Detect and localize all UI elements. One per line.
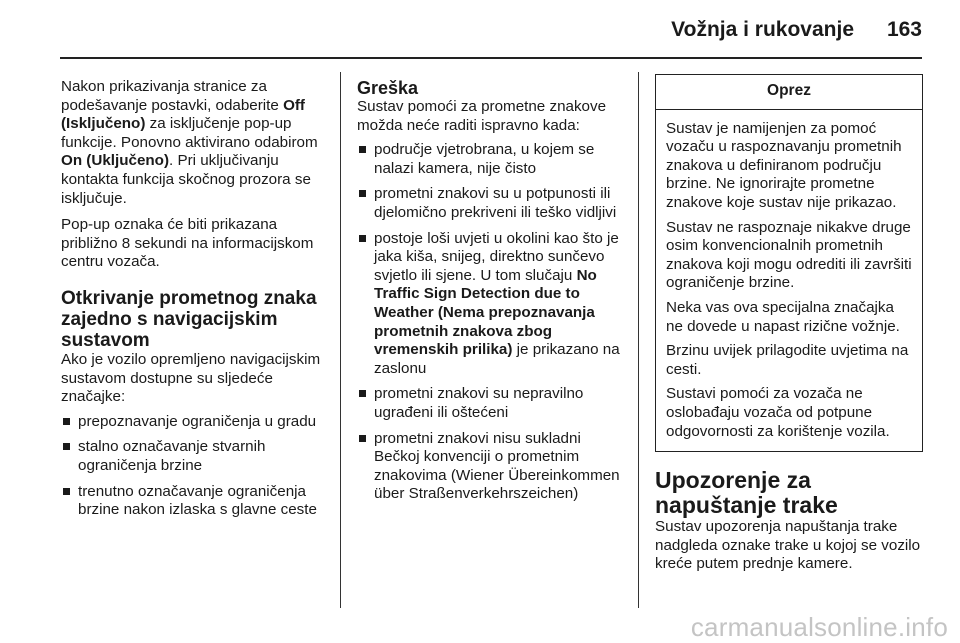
list-item <box>61 483 327 520</box>
list-item <box>61 438 327 475</box>
section-heading-lane-departure: Upozorenje za napuštanje trake <box>655 467 838 519</box>
list-item <box>61 413 327 432</box>
bullet-icon <box>63 443 70 450</box>
list-item <box>357 385 625 422</box>
text-run: postoje loši uvjeti u okolini kao što je jaka kiša, snijeg, direktno sunčevo svjetlo ili sjene. U tom slučaju <box>374 229 619 284</box>
popup-settings-paragraph <box>61 78 327 208</box>
watermark-text: carmanualsonline.info <box>690 612 948 642</box>
section-heading-navigation: Otkrivanje prometnog znaka zajedno s navigacijskim sustavom <box>61 287 317 351</box>
column-right <box>655 78 923 582</box>
text-run: prometni znakovi su u potpunosti ili djelomično prekriveni ili teško vidljivi <box>374 185 617 221</box>
column-divider-2 <box>638 72 639 608</box>
list-item <box>357 230 625 379</box>
caution-title: Oprez <box>656 75 922 110</box>
bullet-icon <box>359 435 366 442</box>
text-run: je prikazano na zaslonu <box>374 341 620 377</box>
text-run: Nakon prikazivanja stranice za podešavanje postavki, odaberite <box>61 78 284 114</box>
text-run: . Pri uključivanju kontakta funkcija skočnog prozora se isključuje. <box>61 152 311 207</box>
bullet-icon <box>63 488 70 495</box>
list-item <box>357 185 625 222</box>
caution-paragraph: Sustav je namijenjen za pomoć vozaču u raspoznavanju prometnih znakova u definiranom području brzine. Ne ignorirajte prometne znakove koje sustav nije prikazao. <box>666 119 902 211</box>
list-item-text: trenutno označavanje ograničenja brzine nakon izlaska s glavne ceste <box>78 482 317 519</box>
bullet-icon <box>359 190 366 197</box>
list-item-text: prepoznavanje ograničenja u gradu <box>78 412 317 430</box>
column-divider-1 <box>340 72 341 608</box>
bullet-icon <box>359 390 366 397</box>
error-intro: Sustav pomoći za prometne znakove možda neće raditi ispravno kada: <box>357 98 607 134</box>
text-run: za isključenje pop-up funkcije. Ponovno aktivirano odabirom <box>61 115 318 151</box>
page-header-title: Vožnja i rukovanje <box>671 18 854 41</box>
error-conditions-list <box>357 141 625 504</box>
caution-paragraph: Brzinu uvijek prilagodite uvjetima na cesti. <box>666 342 909 378</box>
text-run: prometni znakovi su nepravilno ugrađeni ili oštećeni <box>374 385 584 421</box>
bold-term: No Traffic Sign Detection due to Weather (Nema prepoznavanja prometnih znakova zbog vremenskih prilika) <box>374 266 597 359</box>
popup-duration-paragraph: Pop-up oznaka će biti prikazana približno 8 sekundi na informacijskom centru vozača. <box>61 216 314 271</box>
bullet-icon <box>359 146 366 153</box>
text-run: prometni znakovi nisu sukladni Bečkoj konvenciji o prometnim znakovima (Wiener Übereinkommen über Straßenverkehrszeichen) <box>374 429 620 503</box>
header-rule <box>60 57 922 59</box>
lane-departure-paragraph: Sustav upozorenja napuštanja trake nadgleda oznake trake u kojoj se vozilo kreće putem prednje kamere. <box>655 518 921 573</box>
list-item <box>357 430 625 504</box>
bold-term: On (Uključeno) <box>61 152 170 170</box>
bullet-icon <box>63 418 70 425</box>
caution-body <box>656 110 922 452</box>
list-item-text: stalno označavanje stvarnih ograničenja brzine <box>78 438 266 474</box>
navigation-intro: Ako je vozilo opremljeno navigacijskim sustavom dostupne su sljedeće značajke: <box>61 350 321 406</box>
bullet-icon <box>359 235 366 242</box>
text-run: područje vjetrobrana, u kojem se nalazi kamera, nije čisto <box>374 141 595 177</box>
page-number: 163 <box>886 18 922 41</box>
section-heading-error: Greška <box>357 78 419 98</box>
column-middle <box>357 78 625 511</box>
column-left <box>61 78 327 527</box>
navigation-features-list <box>61 413 327 520</box>
caution-paragraph: Sustav ne raspoznaje nikakve druge osim konvencionalnih prometnih znakova koji mogu odrediti ili završiti ograničenje brzine. <box>666 218 912 292</box>
caution-box <box>655 74 923 452</box>
caution-paragraph: Neka vas ova specijalna značajka ne dovede u napast rizične vožnje. <box>666 298 900 335</box>
bold-term: Off (Isključeno) <box>61 96 305 133</box>
caution-paragraph: Sustavi pomoći za vozača ne oslobađaju vozača od potpune odgovornosti za korištenje vozila. <box>666 385 890 440</box>
list-item <box>357 141 625 178</box>
